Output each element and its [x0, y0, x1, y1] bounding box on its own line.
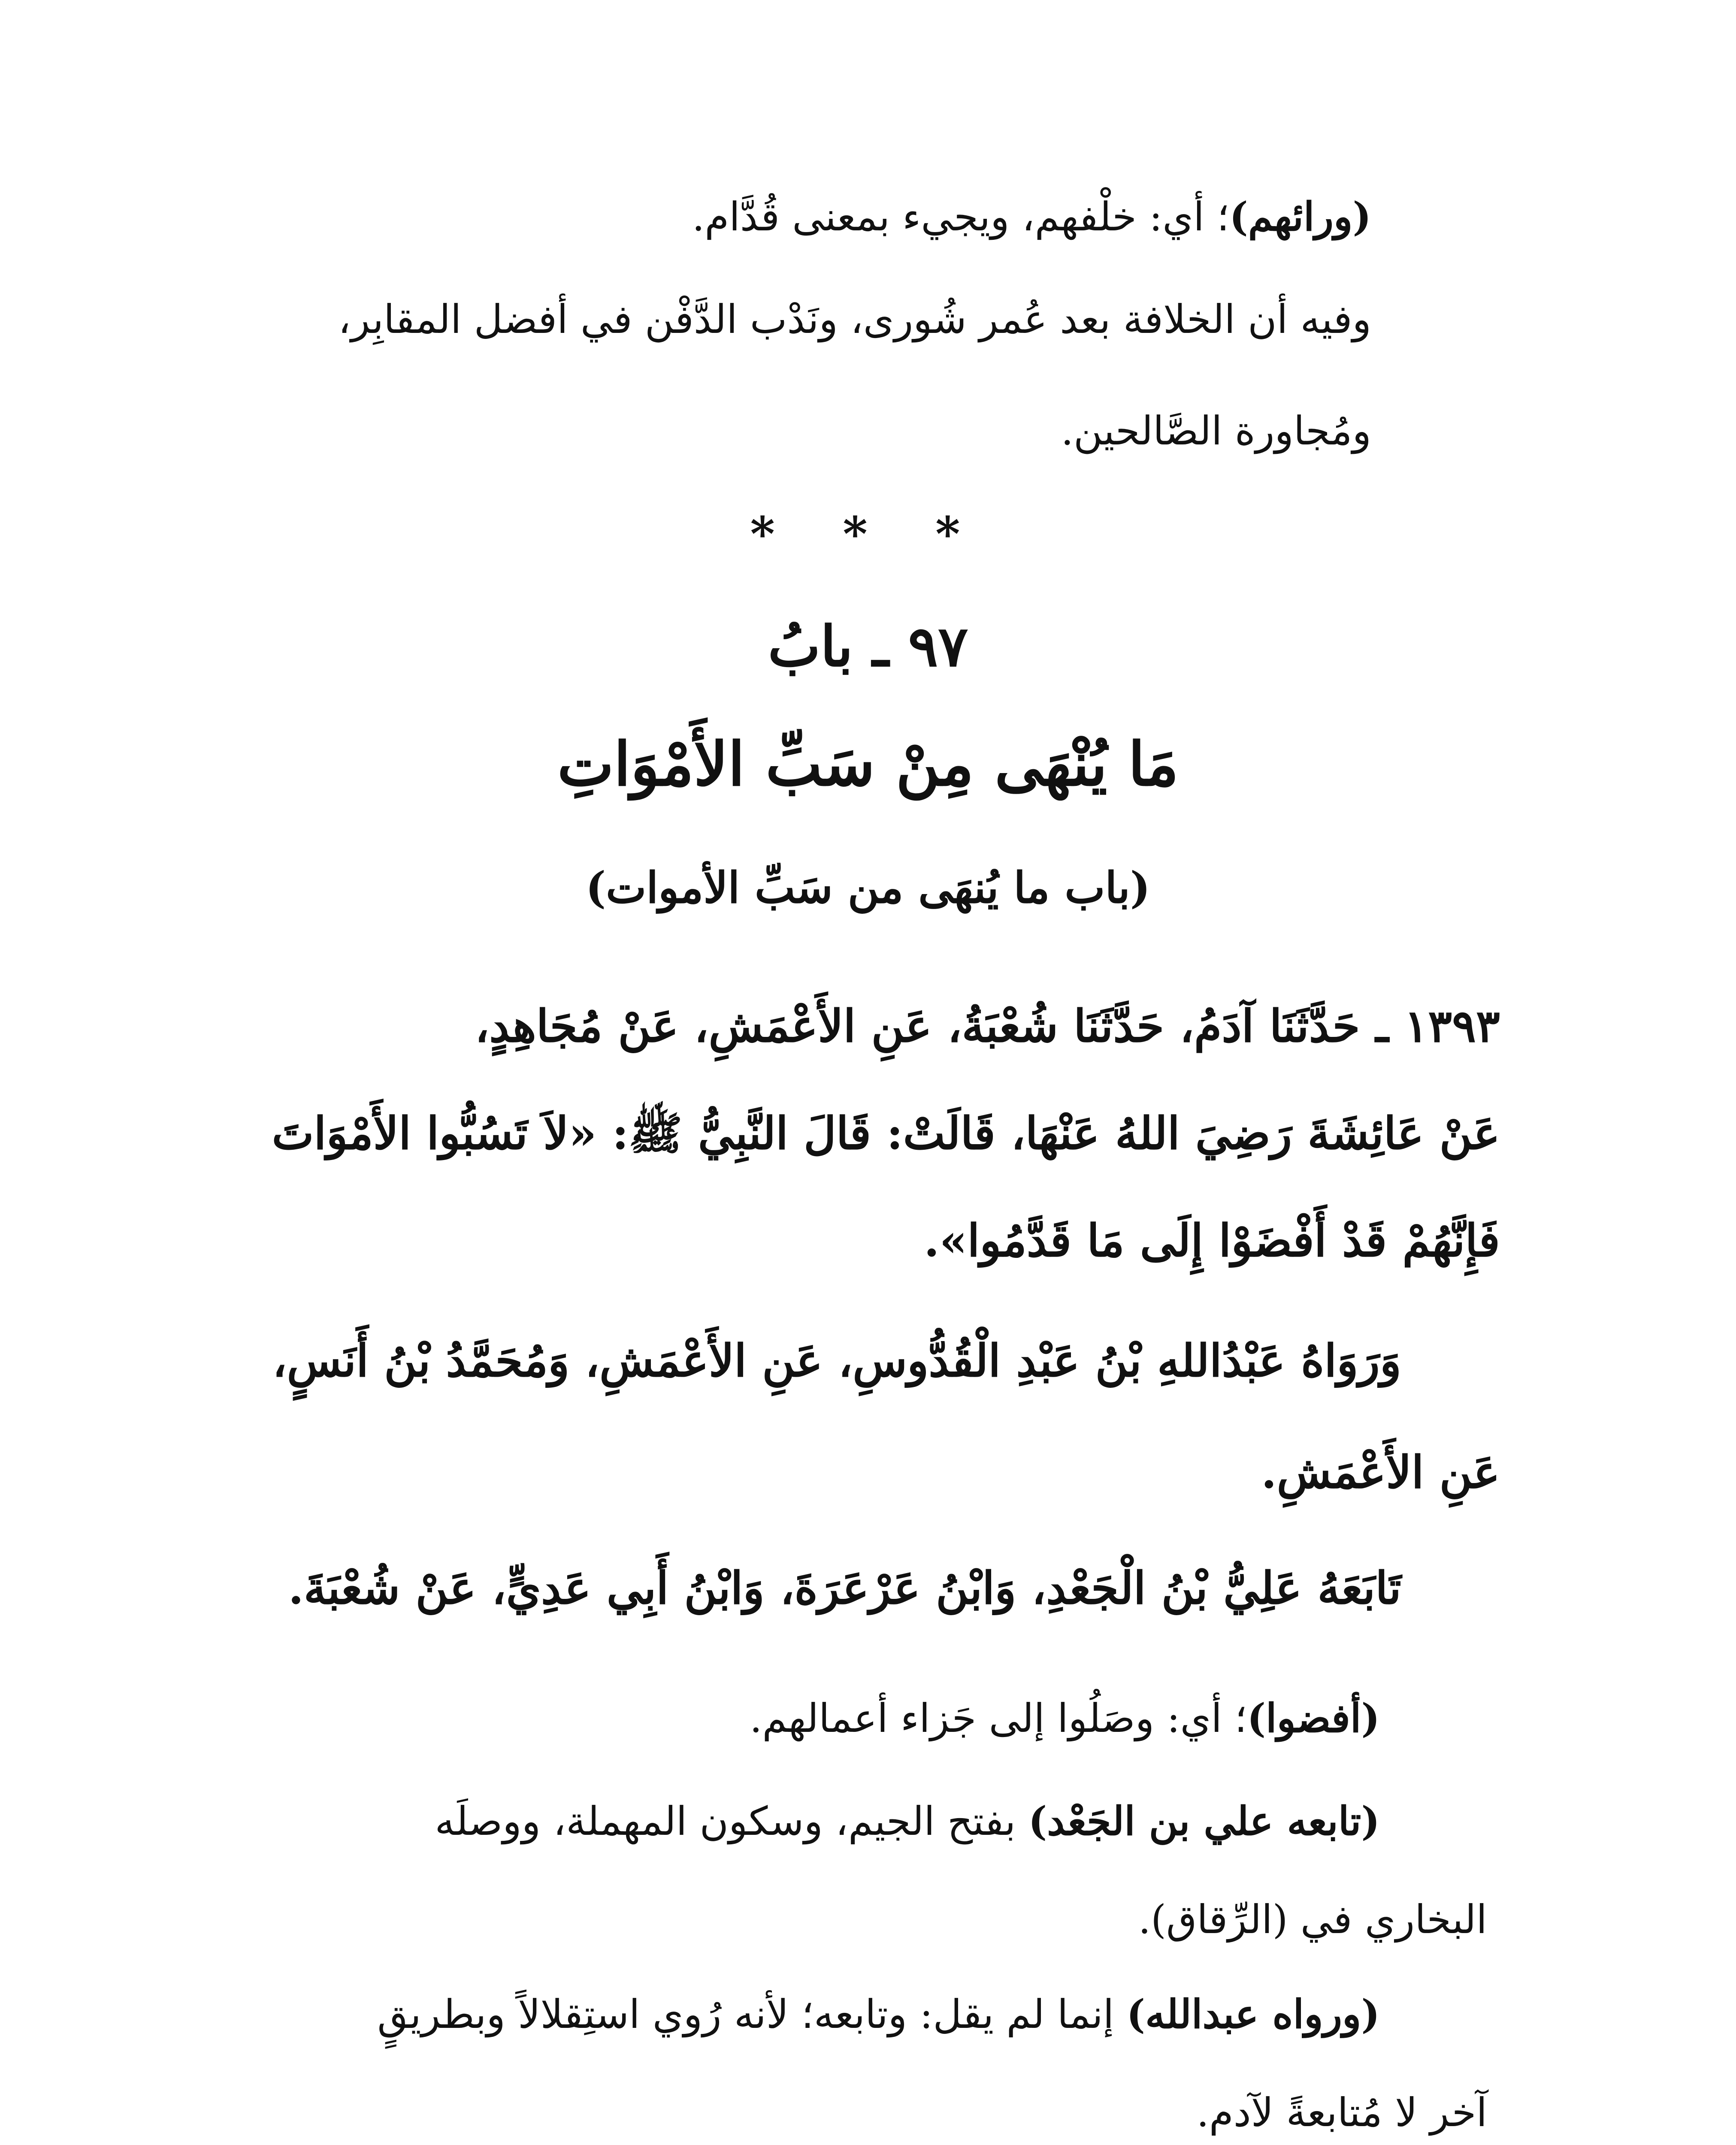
commentary-1 — [750, 1695, 1380, 1742]
commentary-text: ؛ أي: خلْفهم، ويجيء بمعنى قُدَّام. — [692, 194, 1230, 240]
chapter-number: ٩٧ ـ بابُ — [768, 613, 968, 679]
commentary-label: (أفضوا) — [1247, 1695, 1380, 1741]
commentary-3-line-1 — [377, 1991, 1380, 2038]
top-commentary-line-2: وفيه أن الخلافة بعد عُمر شُورى، ونَدْب الدَّفْن في أفضل المقابِر، — [338, 296, 1371, 342]
hadith-para2-line-1: وَرَوَاهُ عَبْدُاللهِ بْنُ عَبْدِ الْقُدُّوسِ، عَنِ الأَعْمَشِ، وَمُحَمَّدُ بْنُ أَنَسٍ، — [272, 1334, 1401, 1387]
commentary-text: ؛ أي: وصَلُوا إلى جَزاء أعمالهم. — [750, 1695, 1247, 1741]
hadith-para2-line-2: عَنِ الأَعْمَشِ. — [1261, 1446, 1500, 1498]
commentary-2-line-1 — [435, 1798, 1380, 1845]
hadith-para3-line-1: تَابَعَهُ عَلِيُّ بْنُ الْجَعْدِ، وَابْنُ عَرْعَرَةَ، وَابْنُ أَبِي عَدِيٍّ، عَنْ شُعْبَةَ. — [288, 1562, 1401, 1614]
commentary-3-line-2: آخر لا مُتابعةً لآدم. — [1196, 2090, 1487, 2136]
top-commentary-line-1 — [692, 193, 1371, 241]
hadith-line-1: ١٣٩٣ ـ حَدَّثَنَا آدَمُ، حَدَّثَنَا شُعْبَةُ، عَنِ الأَعْمَشِ، عَنْ مُجَاهِدٍ، — [475, 1000, 1500, 1052]
separator-stars: * * * — [750, 506, 986, 562]
commentary-label: (تابعه علي بن الجَعْد) — [1028, 1798, 1380, 1844]
commentary-label: (ورواه عبدالله) — [1126, 1991, 1380, 2037]
chapter-subtitle: (باب ما يُنهَى من سَبِّ الأموات) — [585, 862, 1151, 913]
hadith-line-2: عَنْ عَائِشَةَ رَضِيَ اللهُ عَنْهَا، قَالَتْ: قَالَ النَّبِيُّ ﷺ: «لاَ تَسُبُّوا الأَمْوَاتَ — [272, 1107, 1500, 1160]
commentary-text: بفتح الجيم، وسكون المهملة، ووصلَه — [435, 1798, 1028, 1844]
commentary-text: إنما لم يقل: وتابعه؛ لأنه رُوي استِقلالاً وبطريقٍ — [377, 1991, 1127, 2037]
chapter-title: مَا يُنْهَى مِنْ سَبِّ الأَمْوَاتِ — [557, 729, 1179, 800]
commentary-2-line-2: البخاري في (الرِّقاق). — [1138, 1897, 1487, 1943]
commentary-label: (ورائهم) — [1229, 193, 1371, 240]
hadith-line-3: فَإِنَّهُمْ قَدْ أَفْضَوْا إِلَى مَا قَدَّمُوا». — [924, 1214, 1500, 1267]
top-commentary-line-3: ومُجاورة الصَّالحين. — [1061, 408, 1371, 454]
